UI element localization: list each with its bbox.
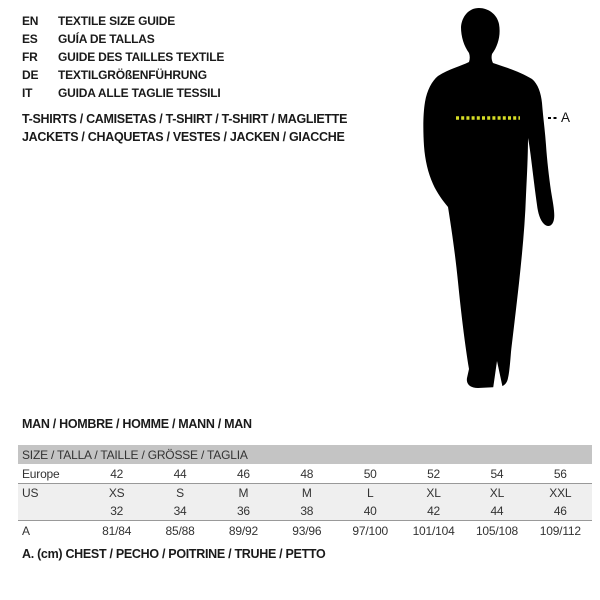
category-line-tshirts: T-SHIRTS / CAMISETAS / T-SHIRT / T-SHIRT / MAGLIETTE	[22, 112, 348, 126]
size-value: 52	[402, 464, 465, 484]
size-table	[18, 445, 592, 540]
size-value: 93/96	[292, 523, 322, 538]
size-value: XL	[402, 484, 465, 503]
size-value: 44	[465, 502, 528, 521]
size-value: 36	[212, 502, 275, 521]
size-value: 97/100	[352, 523, 388, 538]
language-list	[22, 12, 224, 102]
category-heading	[22, 110, 347, 146]
size-value: 56	[529, 464, 592, 484]
language-row	[22, 66, 224, 84]
language-label: GUIDA ALLE TAGLIE TESSILI	[58, 86, 221, 100]
size-value: 81/84	[102, 523, 132, 538]
row-label	[18, 502, 85, 521]
size-value: 42	[85, 464, 148, 484]
measure-label-a: A	[561, 110, 571, 125]
language-code: ES	[22, 32, 38, 46]
man-silhouette-shape	[423, 8, 554, 388]
size-value: 32	[85, 502, 148, 521]
size-value: 48	[275, 464, 338, 484]
row-label: US	[18, 484, 85, 503]
size-value: XXL	[529, 484, 592, 503]
size-value: 46	[212, 464, 275, 484]
size-value: 101/104	[412, 523, 455, 538]
size-value: 40	[339, 502, 402, 521]
size-value: 44	[148, 464, 211, 484]
language-row	[22, 48, 224, 66]
language-row	[22, 84, 224, 102]
size-value: M	[212, 484, 275, 503]
man-silhouette	[400, 0, 580, 396]
size-value: 50	[339, 464, 402, 484]
category-line-jackets: JACKETS / CHAQUETAS / VESTES / JACKEN / GIACCHE	[22, 130, 345, 144]
language-row	[22, 12, 224, 30]
size-value: 109/112	[539, 523, 581, 538]
size-value: S	[148, 484, 211, 503]
size-value: XS	[85, 484, 148, 503]
language-label: TEXTILE SIZE GUIDE	[58, 14, 176, 28]
size-value: 89/92	[228, 523, 258, 538]
section-title-man: MAN / HOMBRE / HOMME / MANN / MAN	[22, 417, 252, 431]
size-value: 42	[402, 502, 465, 521]
table-row-numeric	[18, 502, 592, 521]
size-value: XL	[465, 484, 528, 503]
size-value: 105/108	[475, 523, 518, 538]
table-row-us	[18, 484, 592, 503]
size-table-header-row	[18, 445, 592, 464]
row-label: Europe	[18, 464, 85, 484]
size-value: 54	[465, 464, 528, 484]
language-code: DE	[22, 68, 39, 82]
row-label: A	[22, 523, 30, 538]
measurement-footnote: A. (cm) CHEST / PECHO / POITRINE / TRUHE / PETTO	[22, 547, 326, 561]
table-row-europe	[18, 464, 592, 484]
language-label: GUIDE DES TAILLES TEXTILE	[58, 50, 225, 64]
size-value: 34	[148, 502, 211, 521]
language-row	[22, 30, 224, 48]
language-label: GUÍA DE TALLAS	[58, 32, 155, 46]
table-row-chest-a	[18, 521, 592, 541]
size-value: L	[339, 484, 402, 503]
language-code: IT	[22, 86, 33, 100]
size-value: 85/88	[165, 523, 195, 538]
language-code: EN	[22, 14, 39, 28]
language-label: TEXTILGRÖßENFÜHRUNG	[58, 68, 207, 82]
size-value: M	[275, 484, 338, 503]
size-value: 38	[275, 502, 338, 521]
size-table-header: SIZE / TALLA / TAILLE / GRÖSSE / TAGLIA	[18, 445, 592, 464]
language-code: FR	[22, 50, 38, 64]
size-value: 46	[529, 502, 592, 521]
